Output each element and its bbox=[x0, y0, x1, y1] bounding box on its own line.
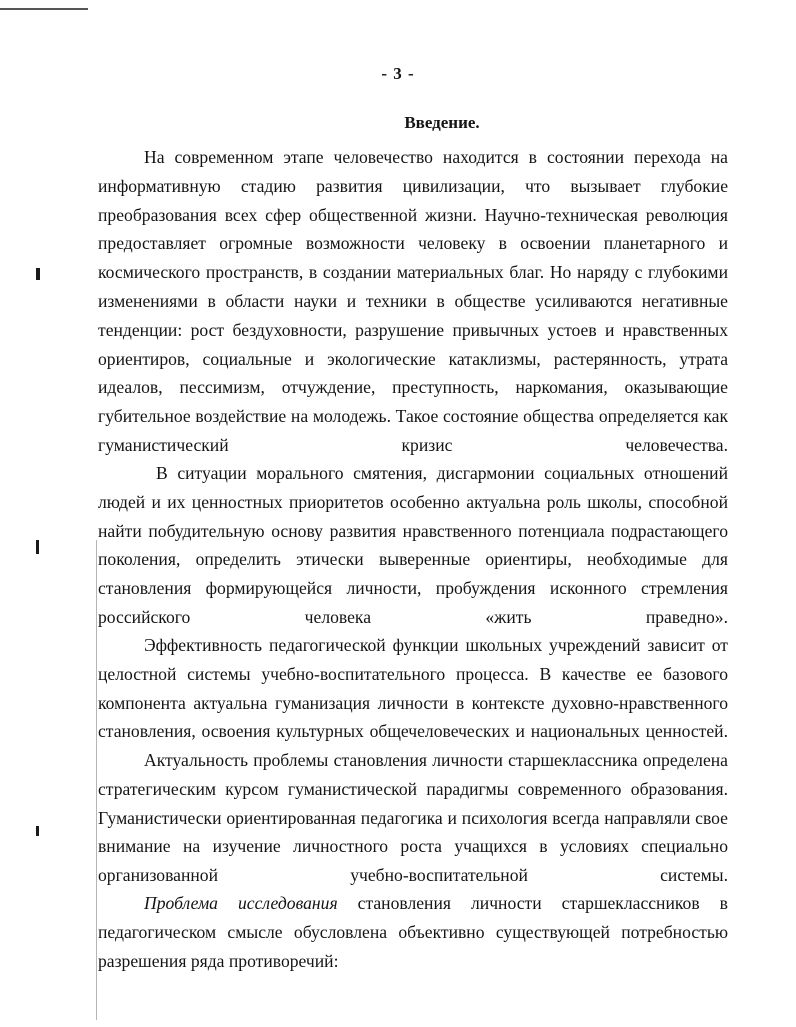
scan-artifact-left-edge bbox=[96, 540, 97, 1020]
scan-artifact-top-line bbox=[0, 0, 88, 10]
page-number: - 3 - bbox=[381, 64, 415, 83]
scan-speck bbox=[36, 268, 40, 280]
paragraph-1: На современном этапе человечество находится в состоянии перехода на информативную стадию развития цивилизации, что вызывает глубокие преобразования всех сфер общественной жизни. Научно-техническая революция предоставляет огромные возможности человеку в освоении планетарного и космического пространств, в создании материальных благ. Но наряду с глубокими изменениями в области науки и техники в обществе усиливаются негативные тенденции: рост бездуховности, разрушение привычных устоев и нравственных ориентиров, социальные и экологические катаклизмы, растерянность, утрата идеалов, пессимизм, отчуждение, преступность, наркомания, оказывающие губительное воздействие на молодежь. Такое состояние общества определяется как гуманистический кризис человечества. bbox=[98, 147, 728, 455]
scan-speck bbox=[36, 826, 39, 836]
italic-term: Проблема исследования bbox=[144, 893, 338, 913]
paragraph-2: В ситуации морального смятения, дисгармонии социальных отношений людей и их ценностных приоритетов особенно актуальна роль школы, способной найти побудительную основу развития нравственного потенциала подрастающего поколения, определить этически выверенные ориентиры, необходимые для становления формирующейся личности, пробуждения исконного стремления российского человека «жить праведно». bbox=[98, 463, 728, 627]
paragraph-3: Эффективность педагогической функции школьных учреждений зависит от целостной системы учебно-воспитательного процесса. В качестве ее базового компонента актуальна гуманизация личности в контексте духовно-нравственного становления, освоения культурных общечеловеческих и национальных ценностей. bbox=[98, 635, 728, 742]
paragraph-4: Актуальность проблемы становления личности старшеклассника определена стратегическим курсом гуманистической парадигмы современного образования. Гуманистически ориентированная педагогика и психология всегда направляли свое внимание на изучение личностного роста учащихся в условиях специально организованной учебно-воспитательной системы. bbox=[98, 750, 728, 886]
paragraph-5: Проблема исследования становления личности старшеклассников в педагогическом смысле обусловлена объективно существующей потребностью разрешения ряда противоречий: bbox=[98, 893, 728, 971]
scan-speck bbox=[36, 540, 39, 554]
section-heading: Введение. bbox=[404, 113, 480, 132]
